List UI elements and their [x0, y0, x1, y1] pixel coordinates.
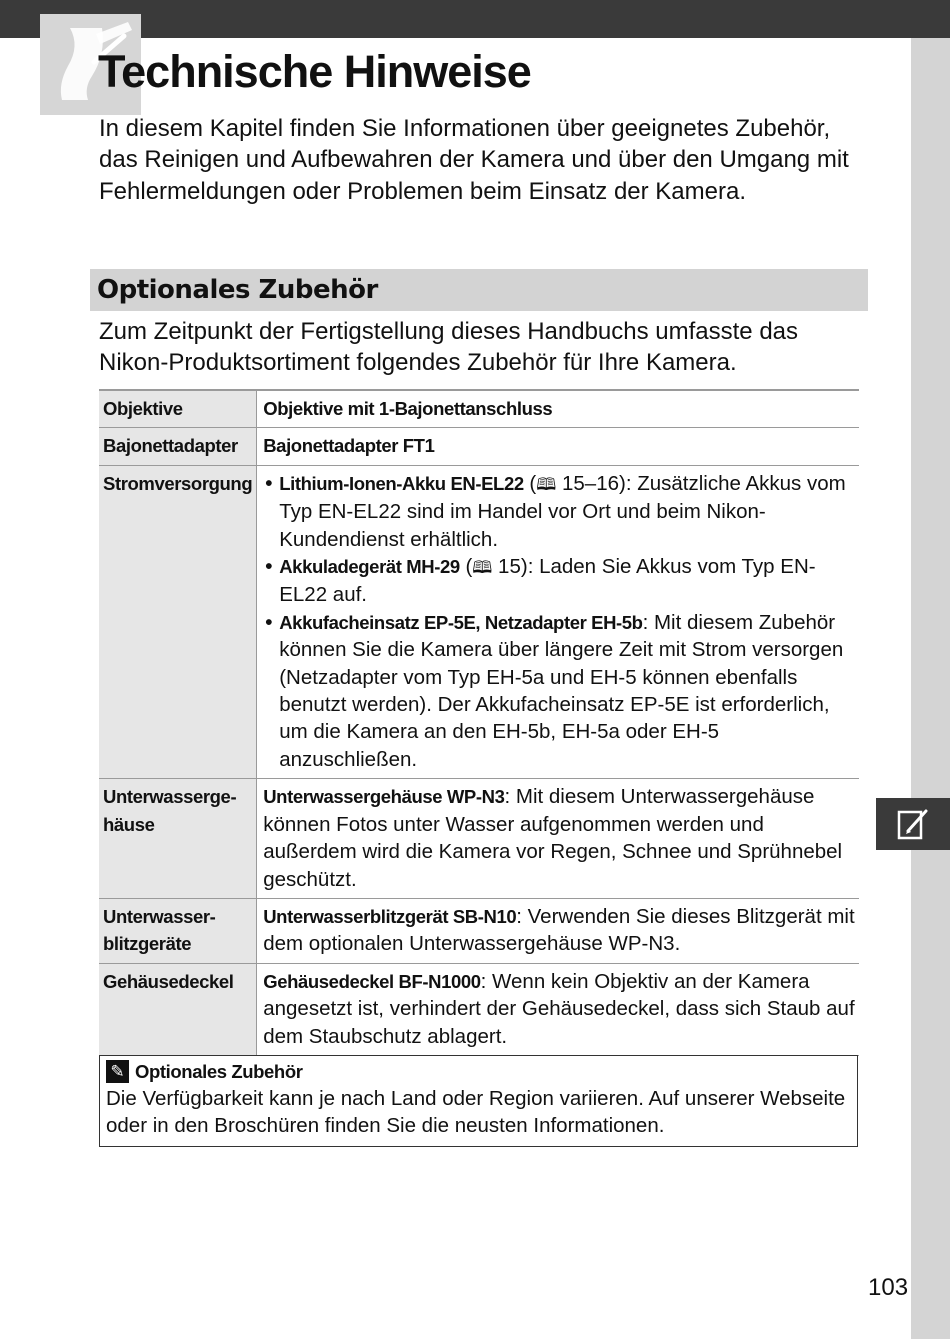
product-description: : Zusätzliche Akkus vom Typ EN-EL22 sind im Handel vor Ort und beim Nikon-Kundendienst erhältlich. — [279, 471, 846, 551]
product-name: Bajonettadapter FT1 — [263, 435, 435, 457]
table-row — [99, 465, 859, 778]
chapter-intro: In diesem Kapitel finden Sie Informationen über geeignetes Zubehör, das Reinigen und Aufbewahren der Kamera und über den Umgang mit Fehlermeldungen oder Problemen beim Einsatz der Kamera. — [99, 115, 849, 205]
side-bar — [911, 38, 950, 1339]
section-title: Optionales Zubehör — [97, 275, 378, 305]
product-description: : Wenn kein Objektiv an der Kamera angesetzt ist, verhindert der Gehäusedeckel, dass sich Staub auf dem Staubschutz ablagert. — [263, 969, 855, 1048]
row-label: Unterwasser- blitzgeräte — [99, 898, 257, 963]
product-name: Akkufacheinsatz EP-5E, Netzadapter EH-5b — [279, 611, 643, 633]
product-description: : Mit diesem Unterwassergehäuse können Fotos unter Wasser aufgenommen werden und außerdem wird die Kamera vor Regen, Schnee und Sprühnebel geschützt. — [263, 785, 843, 891]
product-name: Unterwasserblitzgerät SB-N10 — [263, 905, 517, 927]
table-row — [99, 428, 859, 465]
row-value — [257, 898, 859, 963]
book-icon: 🕮 — [472, 558, 493, 578]
pencil-check-icon: ✎ — [106, 1060, 129, 1083]
product-description: : Mit diesem Zubehör können Sie die Kamera über längere Zeit mit Strom versorgen (Netzadapter vom Typ EH-5a und EH-5 können ebenfalls benutzt werden). Der Akkufacheinsatz EP-5E ist erforderlich, um die Kamera an den EH-5b, EH-5a oder EH-5 anzuschließen. — [279, 610, 844, 771]
page-number: 103 — [868, 1274, 909, 1301]
list-item: • Akkuladegerät MH-29 (🕮 15): Laden Sie Akkus vom Typ EN-EL22 auf. — [263, 553, 855, 609]
page-reference[interactable]: 15 — [498, 555, 521, 579]
row-value — [257, 963, 859, 1055]
chapter-tab[interactable] — [876, 798, 950, 850]
row-value — [257, 465, 859, 778]
page-title: Technische Hinweise — [98, 46, 531, 97]
accessories-table — [99, 389, 859, 1056]
table-row — [99, 898, 859, 963]
product-name: Objektive mit 1-Bajonettanschluss — [263, 398, 553, 419]
book-icon: 🕮 — [536, 474, 557, 494]
product-name: Unterwassergehäuse WP-N3 — [263, 786, 505, 808]
list-item: • Lithium-Ionen-Akku EN-EL22 (🕮 15–16): Zusätzliche Akkus vom Typ EN-EL22 sind im Handel vor Ort und beim Nikon-Kundendienst erhältlich. — [263, 470, 855, 553]
row-label: Gehäusedeckel — [99, 963, 257, 1055]
note-title: Optionales Zubehör — [135, 1060, 303, 1082]
note-box — [99, 1055, 858, 1147]
row-label: Objektive — [99, 390, 257, 428]
top-bar — [0, 0, 950, 38]
section-header — [90, 269, 868, 311]
note-header — [106, 1060, 849, 1083]
page-reference[interactable]: 15–16 — [562, 471, 620, 495]
product-description: : Verwenden Sie dieses Blitzgerät mit dem optionalen Unterwassergehäuse WP-N3. — [263, 904, 855, 956]
product-name: Lithium-Ionen-Akku EN-EL22 — [279, 472, 524, 494]
pencil-notebook-icon — [896, 807, 930, 841]
table-row — [99, 963, 859, 1055]
product-name: Akkuladegerät MH-29 — [279, 556, 460, 578]
row-label: Bajonettadapter — [99, 428, 257, 465]
row-value — [257, 390, 859, 428]
product-description: : Laden Sie Akkus vom Typ EN-EL22 auf. — [279, 555, 816, 607]
row-label: Stromversorgung — [99, 465, 257, 778]
table-row — [99, 779, 859, 899]
section-lead: Zum Zeitpunkt der Fertigstellung dieses Handbuchs umfasste das Nikon-Produktsortiment folgendes Zubehör für Ihre Kamera. — [99, 318, 799, 376]
row-value — [257, 428, 859, 465]
row-value — [257, 779, 859, 899]
product-name: Gehäusedeckel BF-N1000 — [263, 970, 481, 992]
bullet-list — [263, 470, 855, 773]
note-text: Die Verfügbarkeit kann je nach Land oder Region variieren. Auf unserer Webseite oder in den Broschüren finden Sie die neusten Informationen. — [106, 1087, 846, 1138]
row-label: Unterwasserge- häuse — [99, 779, 257, 899]
list-item — [263, 609, 855, 773]
table-row — [99, 390, 859, 428]
